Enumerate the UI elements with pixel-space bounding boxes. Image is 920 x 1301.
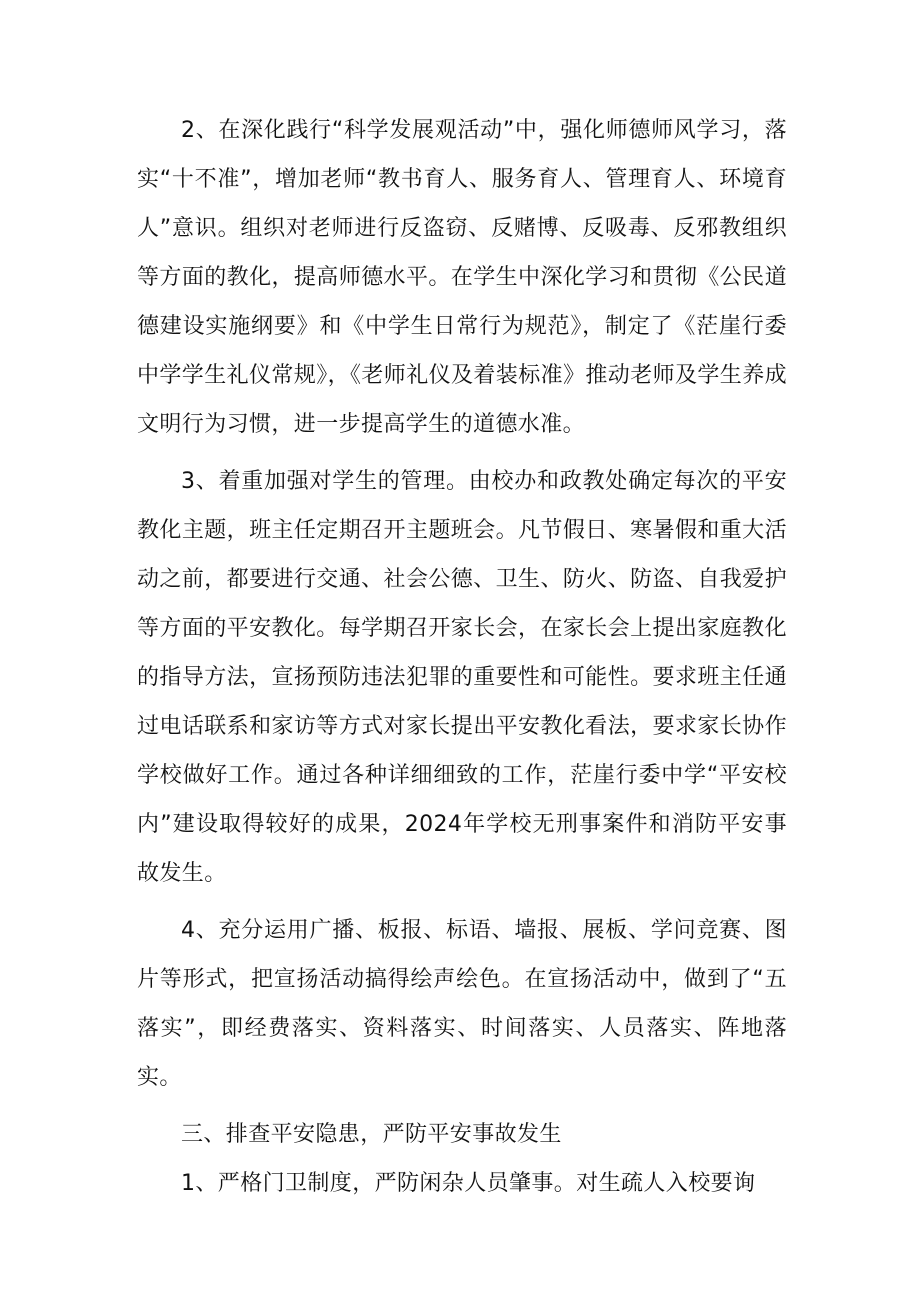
section-heading: 三、排查平安隐患，严防平安事故发生 [181,1122,562,1147]
paragraph-next: 1、严格门卫制度，严防闲杂人员肇事。对生疏人入校要询 [181,1171,756,1196]
document-body [137,106,787,1208]
paragraph-3: 3、着重加强对学生的管理。由校办和政教处确定每次的平安教化主题，班主任定期召开主题班会。凡节假日、寒暑假和重大活动之前，都要进行交通、社会公德、卫生、防火、防盗、自我爱护等方面的平安教化。每学期召开家长会，在家长会上提出家庭教化的指导方法，宣扬预防违法犯罪的重要性和可能性。要求班主任通过电话联系和家访等方式对家长提出平安教化看法，要求家长协作学校做好工作。通过各种详细细致的工作，茫崖行委中学“平安校内”建设取得较好的成果，2024年学校无刑事案件和消防平安事故发生。 [137,469,787,886]
paragraph-2: 2、在深化践行“科学发展观活动”中，强化师德师风学习，落实“十不准”，增加老师“教书育人、服务育人、管理育人、环境育人”意识。组织对老师进行反盗窃、反赌博、反吸毒、反邪教组织等方面的教化，提高师德水平。在学生中深化学习和贯彻《公民道德建设实施纲要》和《中学生日常行为规范》，制定了《茫崖行委中学学生礼仪常规》，《老师礼仪及着装标准》推动老师及学生养成文明行为习惯，进一步提高学生的道德水准。 [137,118,788,437]
paragraph-4: 4、充分运用广播、板报、标语、墙报、展板、学问竞赛、图片等形式，把宣扬活动搞得绘声绘色。在宣扬活动中，做到了“五落实”，即经费落实、资料落实、时间落实、人员落实、阵地落实。 [137,918,787,1090]
